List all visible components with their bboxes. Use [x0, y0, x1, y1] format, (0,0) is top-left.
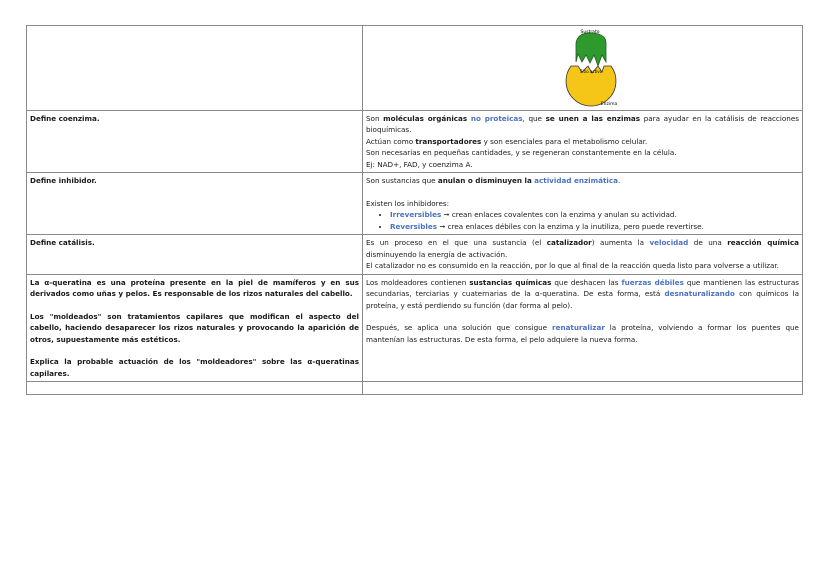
diagram-cell	[363, 26, 803, 111]
question-text: Define catálisis.	[30, 238, 95, 247]
active-site-label: Sitio activo	[579, 69, 603, 74]
question-text: Define coenzima.	[30, 113, 100, 123]
answer-paragraph: Son sustancias que anulan o disminuyen la actividad enzimática.	[366, 176, 621, 185]
answer-paragraph: Son moléculas orgánicas no proteicas, que se unen a las enzimas para ayudar en la catálisis de reacciones bioquímicas.	[366, 113, 799, 134]
question-paragraph: Explica la probable actuación de los "moldeadores" sobre las α-queratinas capilares.	[30, 357, 359, 378]
answer-paragraph: Ej: NAD+, FAD, y coenzima A.	[366, 159, 473, 169]
list-item: • Irreversibles ➞ crean enlaces covalentes con la enzima y anulan su actividad.	[390, 209, 799, 221]
answer-paragraph: Es un proceso en el que una sustancia (el catalizador) aumenta la velocidad de una reacción química disminuyendo la energía de activación.	[366, 238, 799, 259]
answer-cell	[363, 173, 803, 235]
empty-cell	[363, 382, 803, 395]
table-row	[27, 110, 803, 173]
table-row	[27, 382, 803, 395]
answer-paragraph: Después, se aplica una solución que consigue renaturalizar la proteína, volviendo a formar los puentes que mantenían las estructuras. De esta forma, el pelo adquiere la nueva forma.	[366, 323, 799, 344]
question-text: Define inhibidor.	[30, 176, 97, 185]
question-cell	[27, 274, 363, 382]
empty-cell	[27, 382, 363, 395]
question-paragraph: Los "moldeados" son tratamientos capilares que modifican el aspecto del cabello, haciendo desaparecer los rizos naturales y provocando la aparición de otros, supuestamente más estéticos.	[30, 311, 359, 344]
answer-cell	[363, 274, 803, 382]
answer-paragraph: Actúan como transportadores y son esenciales para el metabolismo celular.	[366, 136, 648, 146]
question-cell	[27, 110, 363, 173]
list-item: • Reversibles ➞ crea enlaces débiles con la enzima y la inutiliza, pero puede revertirse.	[390, 221, 799, 233]
table-row	[27, 235, 803, 275]
table-row	[27, 274, 803, 382]
empty-cell	[27, 26, 363, 111]
answer-paragraph: Los moldeadores contienen sustancias químicas que deshacen las fuerzas débiles que mantienen las estructuras secundarias, terciarias y cuaternarias de la α-queratina. De esta forma, está desnaturalizando con químicos la proteína, y está perdiendo su función (dar forma al pelo).	[366, 277, 800, 310]
question-cell	[27, 173, 363, 235]
answer-paragraph: Son necesarias en pequeñas cantidades, y se regeneran constantemente en la célula.	[366, 148, 677, 157]
answer-paragraph: El catalizador no es consumido en la reacción, por lo que al final de la reacción queda listo para volverse a utilizar.	[366, 261, 779, 270]
table-row	[27, 26, 803, 111]
study-table	[26, 25, 803, 395]
answer-cell	[363, 110, 803, 173]
answer-cell	[363, 235, 803, 275]
answer-paragraph: Existen los inhibidores:	[366, 198, 450, 208]
question-paragraph: La α-queratina es una proteína presente en la piel de mamíferos y en sus derivados como uñas y pelos. Es responsable de los rizos naturales del cabello.	[30, 277, 359, 298]
substrate-label: Sustrato	[580, 30, 600, 35]
question-cell	[27, 235, 363, 275]
substrate-shape	[576, 33, 606, 66]
table-row	[27, 173, 803, 235]
enzyme-substrate-diagram	[366, 28, 802, 107]
enzyme-label: Enzima	[600, 102, 618, 107]
inhibitor-list	[366, 209, 799, 232]
